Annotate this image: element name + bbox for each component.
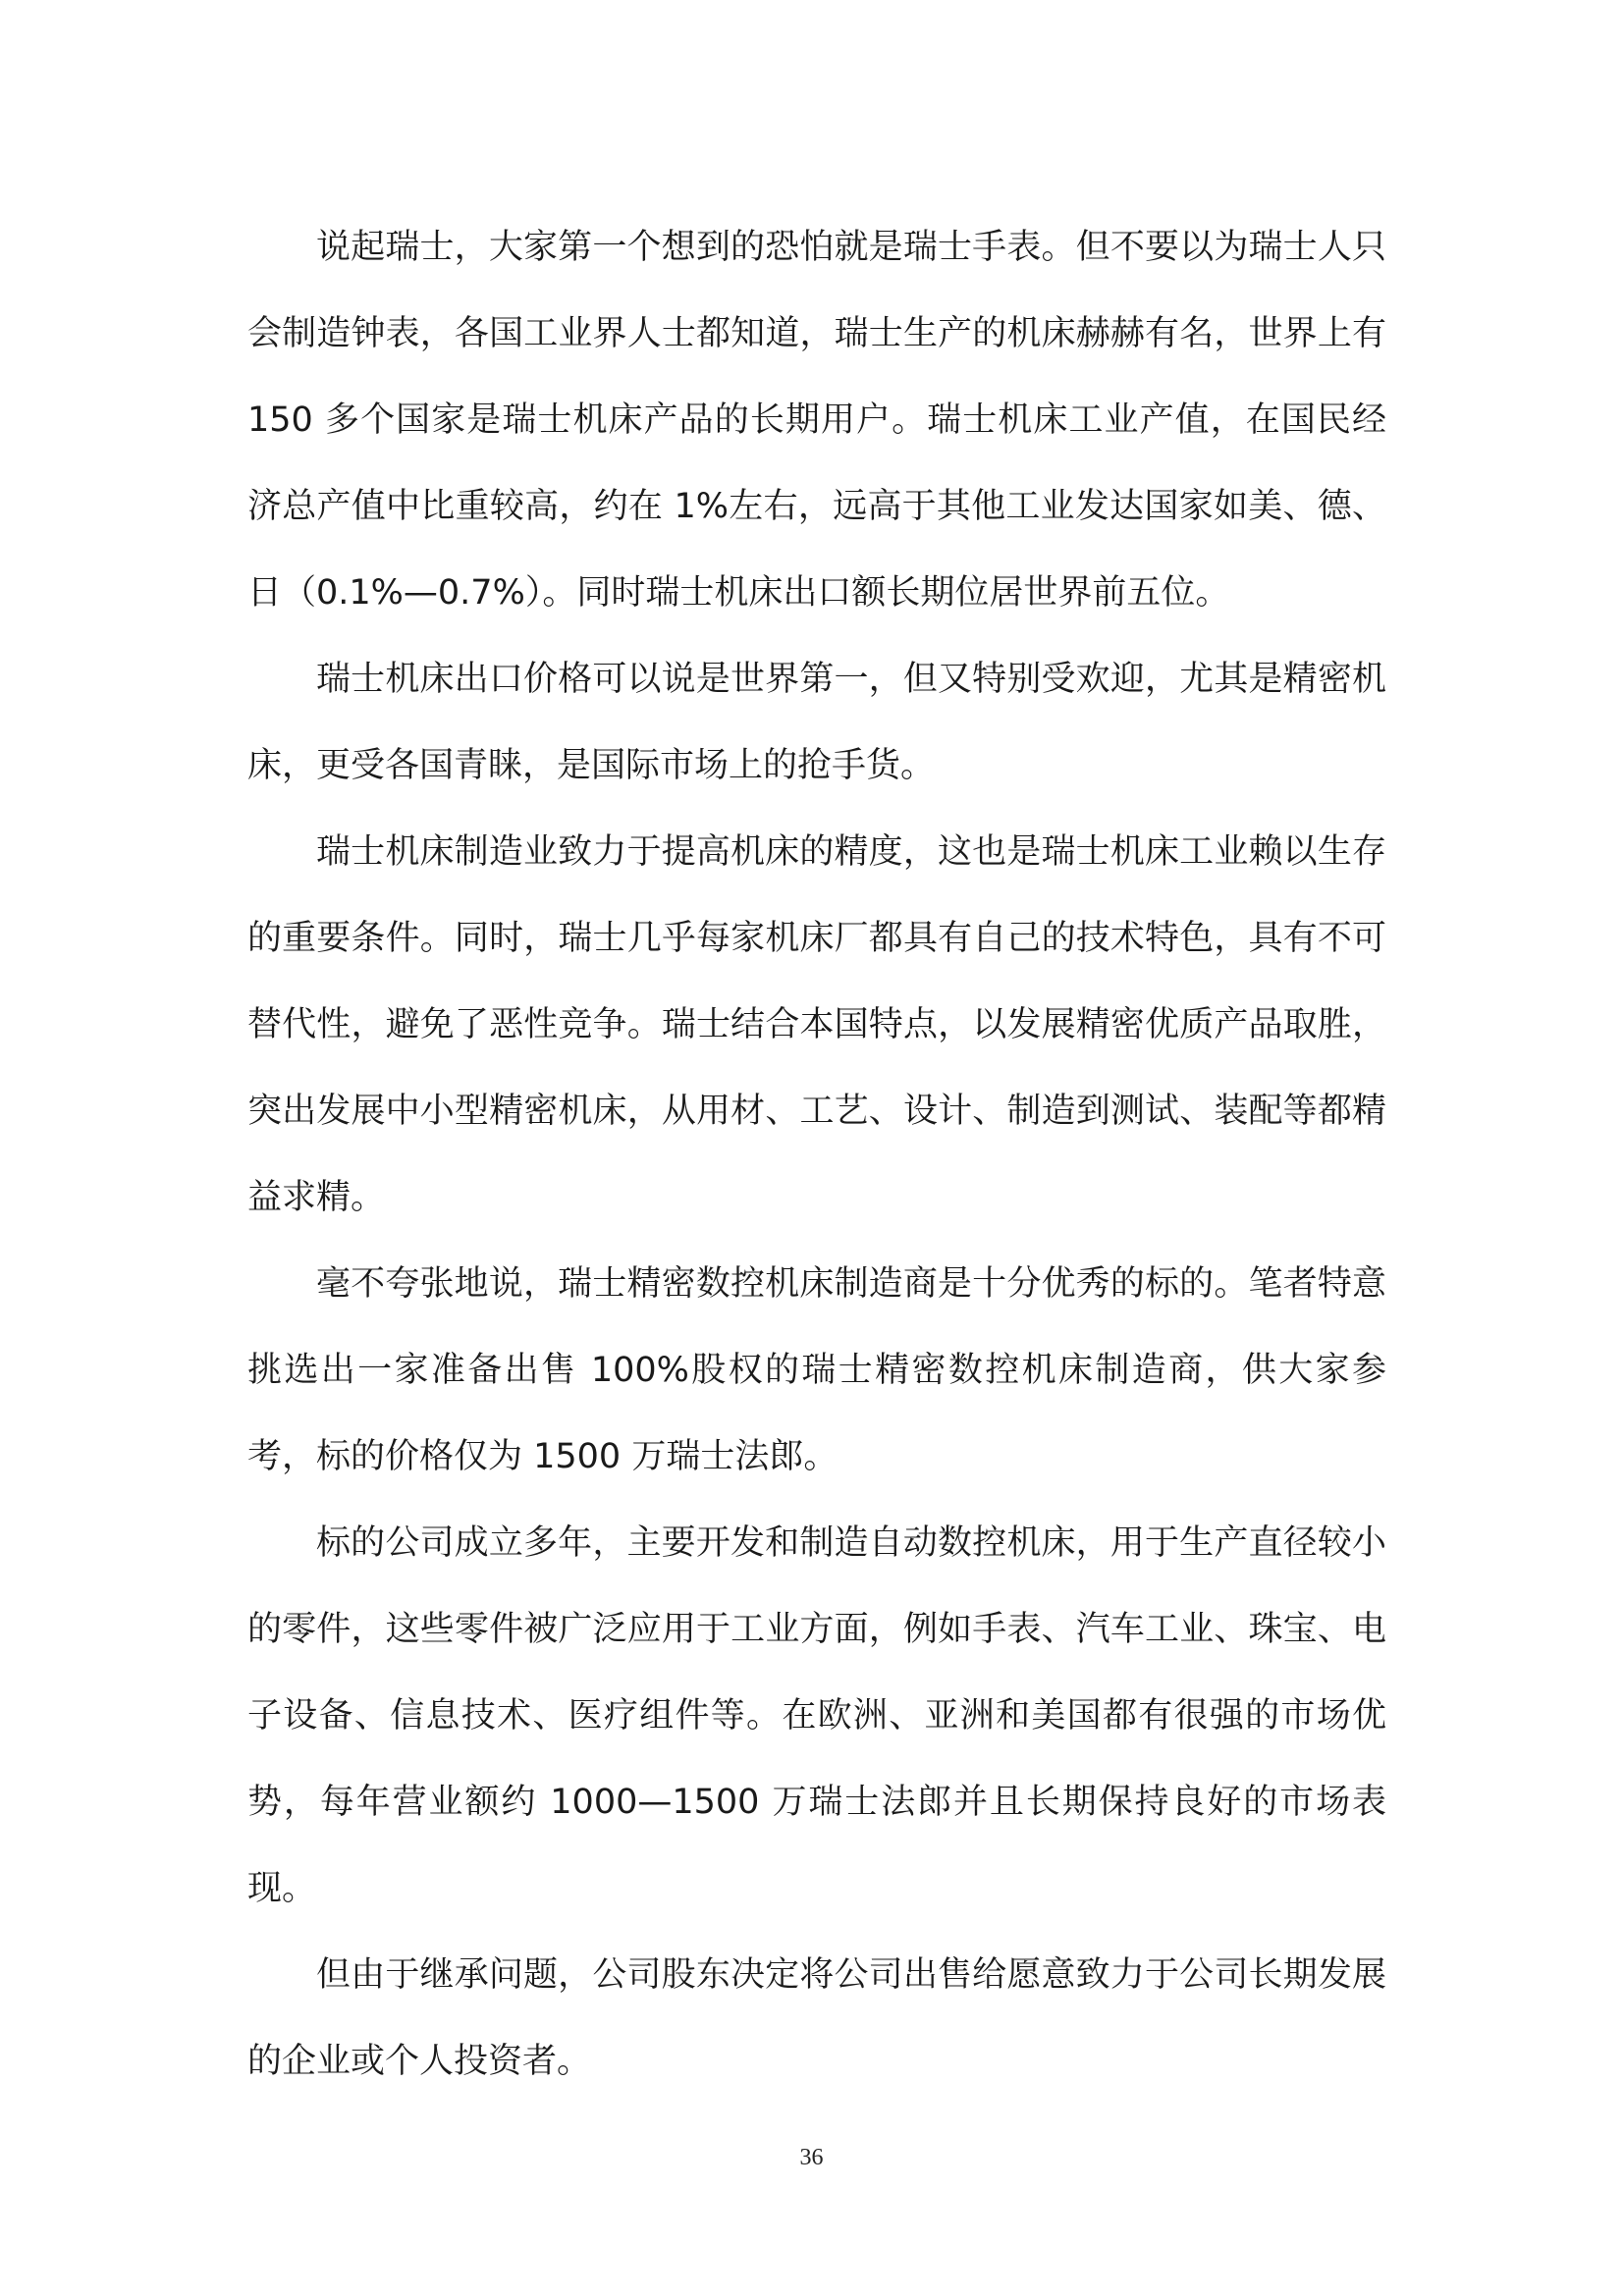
document-body <box>247 204 1386 2105</box>
paragraph-6: 但由于继承问题，公司股东决定将公司出售给愿意致力于公司长期发展的企业或个人投资者。 <box>247 1955 1386 2081</box>
paragraph-1: 说起瑞士，大家第一个想到的恐怕就是瑞士手表。但不要以为瑞士人只会制造钟表，各国工业界人士都知道，瑞士生产的机床赫赫有名，世界上有 150 多个国家是瑞士机床产品的长期用户。瑞士机床工业产值，在国民经济总产值中比重较高，约在 1%左右，远高于其他工业发达国家如美、德、日（0.1%—0.7%）。同时瑞士机床出口额长期位居世界前五位。 <box>247 228 1386 613</box>
page-number: 36 <box>799 2145 824 2170</box>
paragraph-2: 瑞士机床出口价格可以说是世界第一，但又特别受欢迎，尤其是精密机床，更受各国青睐，是国际市场上的抢手货。 <box>247 660 1386 785</box>
paragraph-3: 瑞士机床制造业致力于提高机床的精度，这也是瑞士机床工业赖以生存的重要条件。同时，瑞士几乎每家机床厂都具有自己的技术特色，具有不可替代性，避免了恶性竞争。瑞士结合本国特点，以发展精密优质产品取胜，突出发展中小型精密机床，从用材、工艺、设计、制造到测试、装配等都精益求精。 <box>247 832 1386 1217</box>
paragraph-4: 毫不夸张地说，瑞士精密数控机床制造商是十分优秀的标的。笔者特意挑选出一家准备出售 100%股权的瑞士精密数控机床制造商，供大家参考，标的价格仅为 1500 万瑞士法郎。 <box>247 1264 1386 1476</box>
paragraph-5: 标的公司成立多年，主要开发和制造自动数控机床，用于生产直径较小的零件，这些零件被广泛应用于工业方面，例如手表、汽车工业、珠宝、电子设备、信息技术、医疗组件等。在欧洲、亚洲和美国都有很强的市场优势，每年营业额约 1000—1500 万瑞士法郎并且长期保持良好的市场表现。 <box>247 1523 1386 1908</box>
